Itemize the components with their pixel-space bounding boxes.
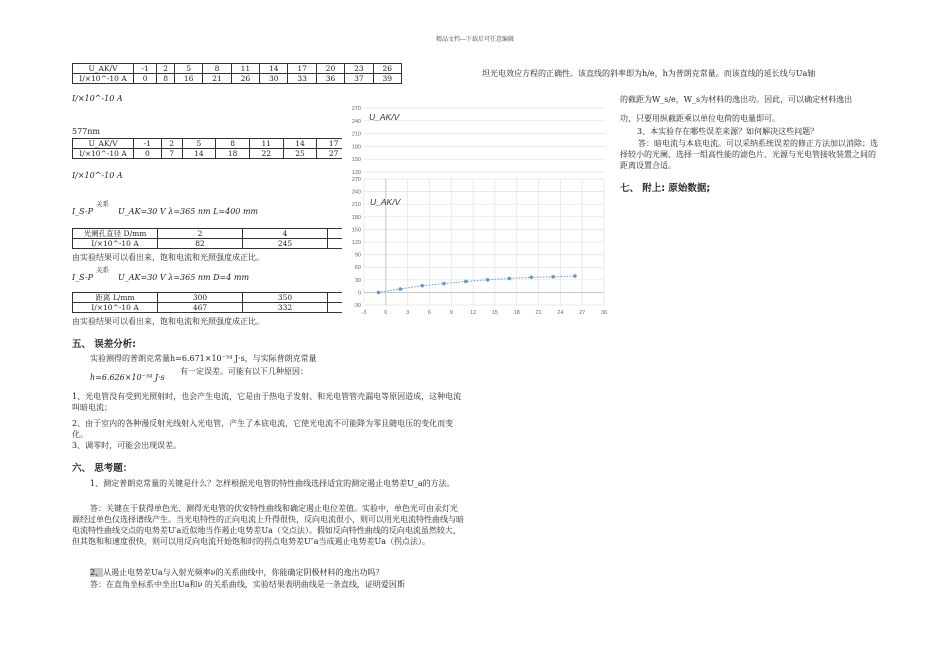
y-axis-label: U_AK/V <box>369 112 400 122</box>
table-cell: 332 <box>243 303 328 313</box>
y-tick-label: -30 <box>353 303 361 309</box>
table-cell: 14 <box>260 64 288 74</box>
data-point <box>420 284 424 288</box>
y-tick-label: 210 <box>351 131 361 138</box>
table-cell: 0 <box>134 149 162 159</box>
x-tick-label: 27 <box>579 310 586 316</box>
table-cell: 0 <box>134 74 157 84</box>
data-table-4 <box>72 292 357 313</box>
question-2 <box>90 567 383 578</box>
table-cell: 14 <box>182 149 216 159</box>
table-cell: 21 <box>203 74 231 84</box>
current-unit-label: I/×10^-10 A <box>72 171 123 180</box>
data-point <box>508 277 512 281</box>
relation-conditions: U_AK=30 V λ=365 nm D=4 mm <box>118 273 250 282</box>
table-cell: 8 <box>157 74 175 84</box>
table-cell: 距离 L/mm <box>73 293 158 303</box>
table-cell: I/×10^-10 A <box>73 303 158 313</box>
x-tick-label: 18 <box>513 310 520 316</box>
answer-1: 答：关键在于获得单色光、测得光电管的伏安特性曲线和确定遏止电位差值。实验中，单色光可由汞灯光源经过单色仪选择谱线产生。当光电特性的正向电流上升得很快，反向电流很小，则可以用光电流特性曲线与暗电流特性曲线交点的电势差U′a近似地当作遏止电势差Ua（交点法）。假如反向特性曲线的反向电流虽然较大，但其饱和和速度很快，则可以用反向电流开始饱和时的拐点电势差U″a当成遏止电势差Ua（拐点法）。 <box>72 504 464 546</box>
table-cell: 光阑孔直径 D/mm <box>73 229 158 239</box>
conclusion-text: 由实验结果可以看出来，饱和电流和光照强度成正比。 <box>72 253 264 262</box>
question-2-text: 从遏止电势差Ua与入射光频率ν的关系曲线中，你能确定阴极材料的逸出功吗？ <box>103 568 384 577</box>
relation-over: 关系 <box>96 266 109 274</box>
table-cell: 14 <box>283 139 317 149</box>
table-cell: 18 <box>216 149 250 159</box>
current-unit-label: I/×10^-10 A <box>72 94 123 103</box>
data-point <box>442 282 446 286</box>
table-cell: 8 <box>203 64 231 74</box>
table-cell: 33 <box>288 74 316 84</box>
table-cell: 27 <box>317 149 351 159</box>
x-tick-label: 9 <box>449 310 453 316</box>
table-row <box>73 239 357 249</box>
y-tick-label: 270 <box>351 177 361 183</box>
table-cell: 2 <box>158 229 243 239</box>
table-cell: 30 <box>260 74 288 84</box>
table-cell: 17 <box>317 139 351 149</box>
table-cell: 82 <box>158 239 243 249</box>
wavelength-label: 577nm <box>72 127 101 136</box>
highlight: 2、 <box>90 568 104 577</box>
paragraph: 功，只要用纵截距乘以单位电荷的电量即可。 <box>620 114 780 123</box>
y-tick-label: 90 <box>354 252 361 259</box>
data-point <box>399 287 403 291</box>
table-row <box>73 149 372 159</box>
x-tick-label: 15 <box>491 310 498 316</box>
y-tick-label: 210 <box>351 202 361 209</box>
x-tick-label: 21 <box>535 310 542 316</box>
table-cell: 20 <box>316 64 344 74</box>
table-cell: U_AK/V <box>73 139 134 149</box>
table-cell: 300 <box>158 293 243 303</box>
table-cell: 8 <box>216 139 250 149</box>
data-table-3 <box>72 228 357 249</box>
y-axis-label: U_AK/V <box>370 197 401 207</box>
question-1: 1、测定普朗克常量的关键是什么？怎样根据光电管的特性曲线选择适宜的测定遏止电势差U_a的方法。 <box>90 479 455 488</box>
table-row <box>73 303 357 313</box>
data-point <box>486 278 490 282</box>
table-cell: I/×10^-10 A <box>73 239 158 249</box>
table-cell: I/×10^-10 A <box>73 149 134 159</box>
section-title-6: 六、 思考题： <box>72 463 133 474</box>
y-tick-label: 180 <box>351 144 361 151</box>
table-cell: 2 <box>351 139 372 149</box>
x-tick-label: 24 <box>557 310 564 316</box>
table-row <box>73 74 402 84</box>
y-tick-label: 270 <box>351 106 361 112</box>
table-cell: 2 <box>351 149 372 159</box>
data-table-1 <box>72 63 402 84</box>
table-cell: 39 <box>373 74 401 84</box>
chart-scatter <box>342 175 607 320</box>
table-cell: 25 <box>283 149 317 159</box>
table-cell: 26 <box>231 74 259 84</box>
table-cell: 350 <box>243 293 328 303</box>
answer-2: 答：在直角坐标系中坐出Ua和ν 的关系曲线，实验结果表明曲线是一条直线，证明爱因斯 <box>90 580 405 589</box>
conclusion-text: 由实验结果可以看出来，饱和电流和光照强度成正比。 <box>72 317 264 326</box>
table-cell: 26 <box>373 64 401 74</box>
question-3: 3、本实验存在哪些误差来源？如何解决这些问题？ <box>637 127 819 136</box>
y-tick-label: 60 <box>354 265 361 272</box>
data-point <box>573 274 577 278</box>
table-cell: -1 <box>134 139 162 149</box>
table-cell: 7 <box>161 149 182 159</box>
table-cell: 16 <box>174 74 202 84</box>
table-cell: 11 <box>231 64 259 74</box>
y-tick-label: 180 <box>351 214 361 221</box>
relation-label: I_S-P <box>72 273 94 282</box>
table-cell: 2 <box>161 139 182 149</box>
chart-top <box>342 104 607 174</box>
y-tick-label: 30 <box>354 277 361 284</box>
paragraph: 实验测得的普朗克常量h=6.671×10⁻³⁴ J·s，与实际普朗克常量 <box>90 354 317 363</box>
y-tick-label: 240 <box>351 189 361 196</box>
table-cell: -1 <box>134 64 157 74</box>
table-cell: 37 <box>345 74 373 84</box>
table-cell: 245 <box>243 239 328 249</box>
y-tick-label: 240 <box>351 118 361 125</box>
data-point <box>551 275 555 279</box>
table-cell: 17 <box>288 64 316 74</box>
answer-3: 答：暗电流与本底电流。可以采纳系统误差的修正方法加以消除；选择较小的光阑、选择一组高性能的滤色片、光源与光电管接收装置之间的距离设置合适。 <box>620 139 878 170</box>
x-tick-label: 0 <box>384 310 388 316</box>
relation-over: 关系 <box>96 200 109 208</box>
x-tick-label: 30 <box>600 310 607 316</box>
table-cell: I/×10^-10 A <box>73 74 134 84</box>
table-cell: 467 <box>158 303 243 313</box>
paragraph: 的截距为W_s/e，W_s为材料的逸出功。因此，可以确定材料逸出 <box>620 95 853 104</box>
paragraph: 2、由于室内的各种漫反射光线射入光电管，产生了本底电流，它使光电流不可能降为零且随电压的变化而变化。 <box>72 419 454 439</box>
paragraph: 有一定误差。可能有以下几种原因： <box>180 367 308 376</box>
paragraph: 坦光电效应方程的正确性。该直线的斜率即为h/e，h为普朗克常量。而该直线的延长线与Ua轴 <box>482 69 816 78</box>
x-tick-label: -3 <box>361 310 367 316</box>
table-cell: 5 <box>174 64 202 74</box>
paragraph: 1、光电管没有受到光照射时，也会产生电流，它是由于热电子发射、和光电管管壳漏电等原因造成，这种电流叫暗电流； <box>72 392 462 412</box>
data-point <box>529 275 533 279</box>
table-cell: 22 <box>249 149 283 159</box>
data-point <box>464 280 468 284</box>
y-tick-label: 150 <box>351 227 361 234</box>
y-tick-label: 150 <box>351 157 361 164</box>
table-cell: 36 <box>316 74 344 84</box>
x-tick-label: 12 <box>470 310 477 316</box>
table-row <box>73 293 357 303</box>
table-cell: 2 <box>157 64 175 74</box>
y-tick-label: 0 <box>357 290 361 297</box>
table-cell: 23 <box>345 64 373 74</box>
section-title-7: 七、 附上: 原始数据; <box>620 183 711 194</box>
section-title-5: 五、 误差分析: <box>72 339 137 350</box>
page-header: 精品文档---下载后可任意编辑 <box>435 36 515 43</box>
formula: h=6.626×10⁻³⁴ J·s <box>90 373 165 382</box>
relation-conditions: U_AK=30 V λ=365 nm L=400 mm <box>118 207 259 216</box>
y-tick-label: 120 <box>351 170 361 174</box>
x-tick-label: 3 <box>406 310 410 316</box>
table-cell: 11 <box>249 139 283 149</box>
relation-label: I_S-P <box>72 207 94 216</box>
table-cell: U_AK/V <box>73 64 134 74</box>
table-cell: 4 <box>243 229 328 239</box>
y-tick-label: 120 <box>351 240 361 246</box>
paragraph: 3、调零时，可能会出现误差。 <box>72 441 182 450</box>
table-cell: 5 <box>182 139 216 149</box>
table-row <box>73 139 372 149</box>
x-tick-label: 6 <box>427 310 431 316</box>
table-row <box>73 229 357 239</box>
data-table-2 <box>72 138 372 159</box>
data-point <box>377 291 381 295</box>
table-row <box>73 64 402 74</box>
